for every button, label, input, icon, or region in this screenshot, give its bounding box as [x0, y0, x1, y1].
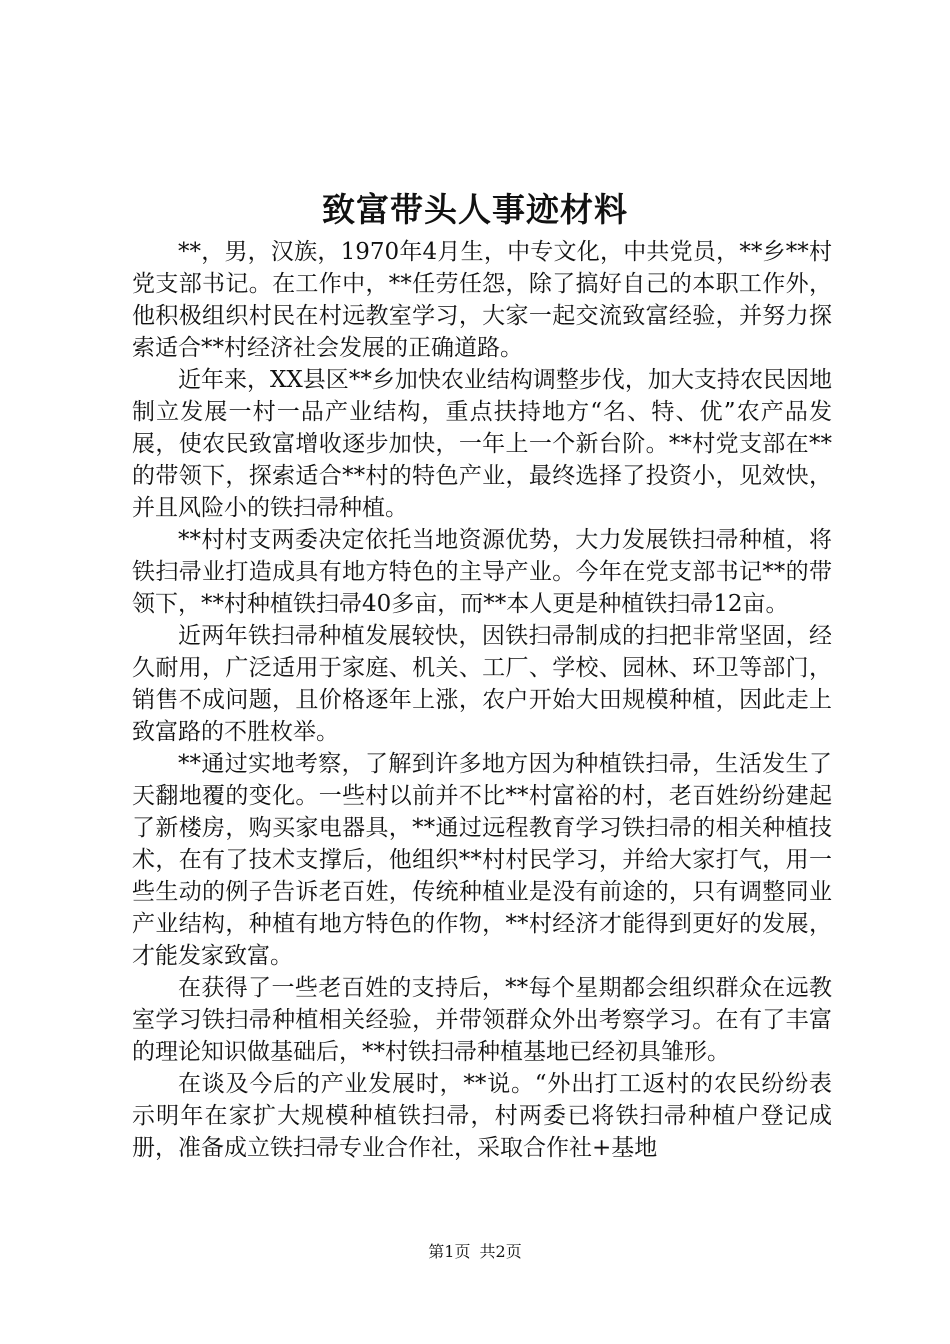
paragraph: **，男，汉族，1970年4月生，中专文化，中共党员，**乡**村党支部书记。在工作中，**任劳任怨，除了搞好自己的本职工作外，他积极组织村民在村远教室学习，大家一起交流致富经验，并努力探索适合**村经济社会发展的正确道路。	[132, 239, 832, 361]
page-number: 第1页	[428, 1242, 471, 1261]
paragraph: **通过实地考察，了解到许多地方因为种植铁扫帚，生活发生了天翻地覆的变化。一些村以前并不比**村富裕的村，老百姓纷纷建起了新楼房，购买家电器具，**通过远程教育学习铁扫帚的相关种植技术，在有了技术支撑后，他组织**村村民学习，并给大家打气，用一些生动的例子告诉老百姓，传统种植业是没有前途的，只有调整同业产业结构，种植有地方特色的作物，**村经济才能得到更好的发展，才能发家致富。	[132, 751, 832, 969]
paragraph: 近年来，XX县区**乡加快农业结构调整步伐，加大支持农民因地制立发展一村一品产业结构，重点扶持地方“名、特、优”农产品发展，使农民致富增收逐步加快，一年上一个新台阶。**村党支部在**的带领下，探索适合**村的特色产业，最终选择了投资小，见效快，并且风险小的铁扫帚种植。	[132, 367, 832, 521]
paragraph: 在谈及今后的产业发展时，**说。“外出打工返村的农民纷纷表示明年在家扩大规模种植铁扫帚，村两委已将铁扫帚种植户登记成册，准备成立铁扫帚专业合作社，采取合作社+基地	[132, 1071, 832, 1161]
paragraph: **村村支两委决定依托当地资源优势，大力发展铁扫帚种植，将铁扫帚业打造成具有地方特色的主导产业。今年在党支部书记**的带领下，**村种植铁扫帚40多亩，而**本人更是种植铁扫帚12亩。	[132, 527, 832, 617]
page-total: 共2页	[479, 1242, 522, 1261]
document-title: 致富带头人事迹材料	[322, 190, 628, 229]
paragraph: 在获得了一些老百姓的支持后，**每个星期都会组织群众在远教室学习铁扫帚种植相关经验，并带领群众外出考察学习。在有了丰富的理论知识做基础后，**村铁扫帚种植基地已经初具雏形。	[132, 975, 832, 1065]
page-footer	[0, 1242, 950, 1262]
paragraph: 近两年铁扫帚种植发展较快，因铁扫帚制成的扫把非常坚固，经久耐用，广泛适用于家庭、机关、工厂、学校、园林、环卫等部门，销售不成问题，且价格逐年上涨，农户开始大田规模种植，因此走上致富路的不胜枚举。	[132, 623, 832, 745]
document-body	[132, 236, 832, 1164]
